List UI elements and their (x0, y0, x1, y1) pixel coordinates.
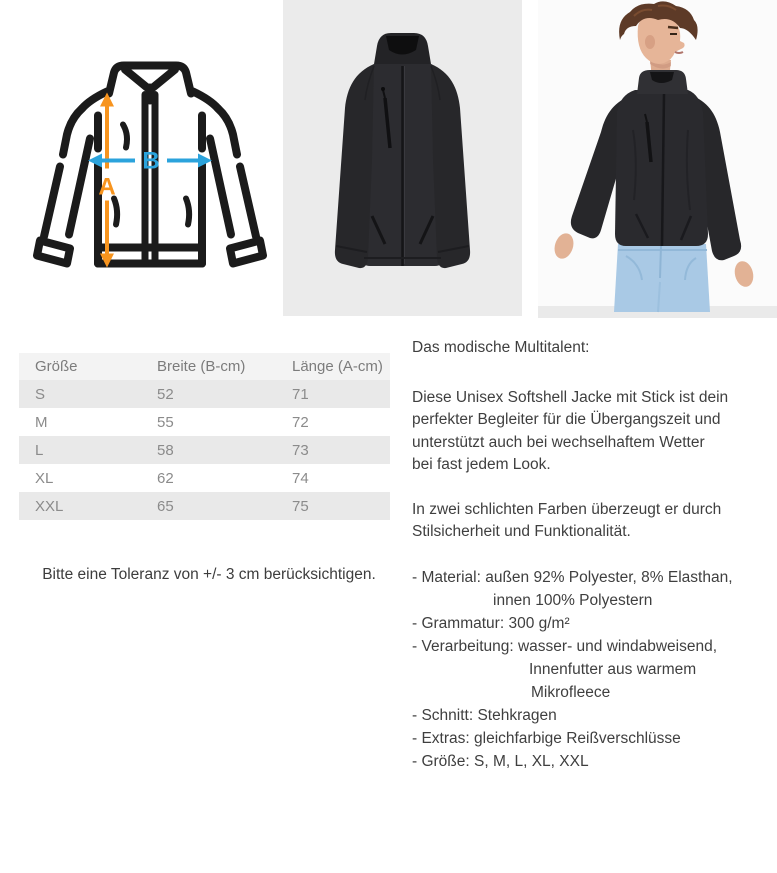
description-line: bei fast jedem Look. (412, 456, 551, 473)
measure-label-b: B (142, 147, 160, 175)
description-line: Stilsicherheit und Funktionalität. (412, 523, 631, 540)
table-row-s (19, 380, 390, 408)
header-groesse: Größe (19, 353, 141, 380)
spec-line-verarbeitung-2: Innenfutter aus warmem (529, 660, 697, 678)
description-title: Das modische Multitalent: (412, 339, 590, 356)
tolerance-note: Bitte eine Toleranz von +/- 3 cm berücksichtigen. (42, 566, 376, 583)
spec-list (412, 566, 774, 773)
table-row-m (19, 408, 390, 436)
size-table (19, 353, 390, 520)
spec-line-verarbeitung: - Verarbeitung: wasser- und windabweisend, (412, 637, 718, 655)
model-illustration (538, 0, 777, 318)
cell-laenge: 75 (292, 497, 309, 515)
description-line: In zwei schlichten Farben überzeugt er durch (412, 500, 722, 518)
size-table-header-row (19, 353, 390, 380)
spec-line-schnitt: - Schnitt: Stehkragen (412, 706, 557, 724)
model-photo (538, 0, 777, 318)
product-description (412, 337, 774, 773)
spec-line-groesse: - Größe: S, M, L, XL, XXL (412, 752, 589, 770)
spec-line-material-2: innen 100% Polyestern (493, 591, 653, 609)
table-row-xxl (19, 492, 390, 520)
spec-line-material: - Material: außen 92% Polyester, 8% Elasthan, (412, 568, 733, 586)
cell-laenge: 74 (292, 469, 309, 487)
description-line: Diese Unisex Softshell Jacke mit Stick ist dein (412, 388, 729, 406)
header-breite: Breite (B-cm) (141, 353, 276, 380)
size-diagram (30, 58, 270, 278)
cell-size: M (35, 413, 48, 431)
header-laenge: Länge (A-cm) (276, 353, 390, 380)
table-row-xl (19, 464, 390, 492)
description-paragraph-2 (412, 499, 774, 544)
cell-laenge: 71 (292, 385, 309, 403)
spec-line-grammatur: - Grammatur: 300 g/m² (412, 614, 570, 632)
spec-line-extras: - Extras: gleichfarbige Reißverschlüsse (412, 729, 681, 747)
cell-size: S (35, 385, 46, 403)
cell-breite: 55 (157, 413, 174, 431)
cell-breite: 65 (157, 497, 174, 515)
cell-size: L (35, 441, 44, 459)
table-row-l (19, 436, 390, 464)
cell-size: XL (35, 469, 54, 487)
cell-size: XXL (35, 497, 64, 515)
jeans (614, 244, 710, 312)
spec-line-verarbeitung-3: Mikrofleece (531, 683, 611, 701)
cell-laenge: 72 (292, 413, 309, 431)
description-line: unterstützt auch bei wechselhaftem Wetter (412, 433, 705, 451)
product-photo (283, 0, 522, 316)
cell-laenge: 73 (292, 441, 309, 459)
description-paragraph-1 (412, 387, 774, 477)
measure-label-a: A (98, 173, 116, 201)
jacket-photo-illustration (283, 0, 522, 316)
cell-breite: 62 (157, 469, 174, 487)
description-line: perfekter Begleiter für die Übergangszeit und (412, 411, 721, 428)
cell-breite: 58 (157, 441, 174, 459)
jacket-line-drawing (30, 58, 270, 278)
cell-breite: 52 (157, 385, 174, 403)
